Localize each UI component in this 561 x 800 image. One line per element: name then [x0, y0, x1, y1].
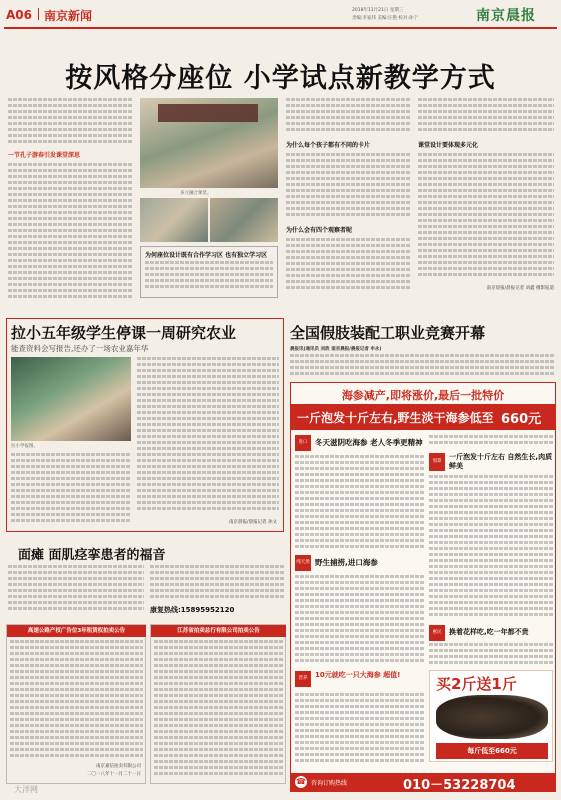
lead-photo-small-2: [210, 198, 278, 242]
story-prosthetics-body: [290, 346, 554, 380]
header-divider: [38, 8, 39, 20]
ad-title: 海参减产,即将涨价,最后一批特价: [341, 389, 505, 402]
paper-logo: 南京晨报: [476, 8, 536, 24]
story-agriculture-headline: 拉小五年级学生停课一周研究农业: [11, 324, 237, 342]
phone-icon: ☎: [296, 777, 306, 786]
footer-watermark: 大洋网: [14, 785, 38, 794]
notice-mid: [150, 624, 286, 784]
ad-tag-5: 惠民: [429, 625, 445, 641]
ad-price-tag: 每斤低至660元: [436, 743, 548, 759]
ad-tag-4: 划算: [429, 453, 445, 471]
lead-subhead-4: 为什么会有四个观察者呢: [286, 227, 353, 234]
classroom-banner: [158, 104, 258, 122]
editors-line: 责编:李家伟 美编:汪艳 校对:孙宁: [352, 16, 418, 21]
ad-right-heading-1: 一斤泡发十斤左右 自然生长,肉质鲜美: [449, 453, 553, 470]
notice-left: [6, 624, 146, 784]
ad-banner: [291, 404, 555, 430]
lead-photo-classroom: [140, 98, 278, 188]
ad-price: 660元: [501, 412, 542, 427]
ad-hotline-label: 咨询订购热线: [311, 780, 348, 787]
ad-tag-1: 进口: [295, 435, 311, 451]
lead-headline: 按风格分座位 小学试点新教学方式: [65, 63, 496, 94]
story-agriculture: [6, 318, 284, 532]
notice-left-date: 二〇一八年十一月二十一日: [87, 772, 141, 777]
story-facial-phone: 康复热线:15895952120: [150, 606, 235, 614]
notice-left-sign: 南京嘉信拍卖有限公司: [96, 764, 141, 769]
seacucumber-photo: [436, 695, 548, 739]
notice-mid-title: 江苏省拍卖总行有限公司拍卖公告: [151, 625, 286, 637]
ad-promo-text: 买2斤送1斤: [436, 675, 517, 693]
page-number: A06: [6, 8, 32, 22]
ad-offer: 一斤泡发十斤左右,野生淡干海参低至: [297, 411, 494, 425]
lead-column-3: [286, 98, 411, 298]
lead-photo-small-1: [140, 198, 208, 242]
lead-subhead-3: 为什么每个孩子都有不同的卡片: [286, 142, 371, 149]
lead-byline: 南京晨报/晨报记者 刘鑫 摄影报道: [486, 286, 554, 291]
lead-subhead-2: 为何座位设计既有合作学习区 也有独立学习区: [145, 252, 268, 259]
story-agriculture-byline: 南京晨报/晨报记者 孙文: [229, 520, 277, 525]
story-prosthetics-byline: 晨报讯(通讯员 刘政 南京晨报/晨报记者 申永): [290, 347, 382, 352]
ad-right-heading-2: 换着花样吃,吃一年都不贵: [449, 628, 529, 636]
lead-photo-caption: 多元融合课堂。: [180, 191, 212, 196]
lead-column-4: [418, 98, 554, 298]
lead-subhead-1: 一节孔子游春引发课堂深思: [8, 152, 81, 159]
notice-left-title: 高速公路产权广告位3年租赁权拍卖公告: [7, 625, 146, 637]
story-agriculture-text-1: [11, 453, 131, 527]
ad-left-column: [295, 435, 425, 770]
seacucumber-ad: [290, 382, 556, 792]
story-prosthetics-headline: 全国假肢装配工职业竞赛开幕: [290, 324, 486, 342]
story-agriculture-subhead: 能查资料会写报告,还办了一场农业嘉年华: [11, 344, 149, 353]
story-agriculture-photo: [11, 357, 131, 441]
lead-column-1: [8, 98, 133, 298]
ad-tag-2: 纯天然: [295, 555, 311, 571]
lead-side-subhead: 课堂设计要体现多元化: [418, 142, 479, 149]
section-name: 南京新闻: [44, 9, 93, 23]
ad-heading-1: 冬天滋阴吃海参 老人冬季更精神: [315, 438, 423, 447]
page-header: [0, 0, 561, 30]
story-facial-headline: 面瘫 面肌痉挛患者的福音: [18, 548, 166, 563]
ad-heading-2: 野生捕捞,进口海参: [315, 558, 378, 567]
ad-right-column: [429, 435, 553, 770]
header-rule: [4, 27, 557, 29]
story-facial-body: [8, 565, 284, 617]
story-agriculture-caption: 拉小学报图。: [11, 444, 38, 449]
date-line: 2018年11月21日 星期三: [352, 8, 404, 13]
ad-tag-3: 营养: [295, 671, 311, 687]
story-agriculture-text-2: [137, 357, 279, 517]
ad-hotline-bar: [291, 773, 555, 791]
ad-hotline-number: 010－53228704: [403, 778, 516, 793]
lead-callout-box: [140, 246, 278, 298]
ad-promo-box: [429, 670, 553, 762]
ad-heading-3: 10元就吃一只大海参 超值!: [315, 671, 401, 679]
